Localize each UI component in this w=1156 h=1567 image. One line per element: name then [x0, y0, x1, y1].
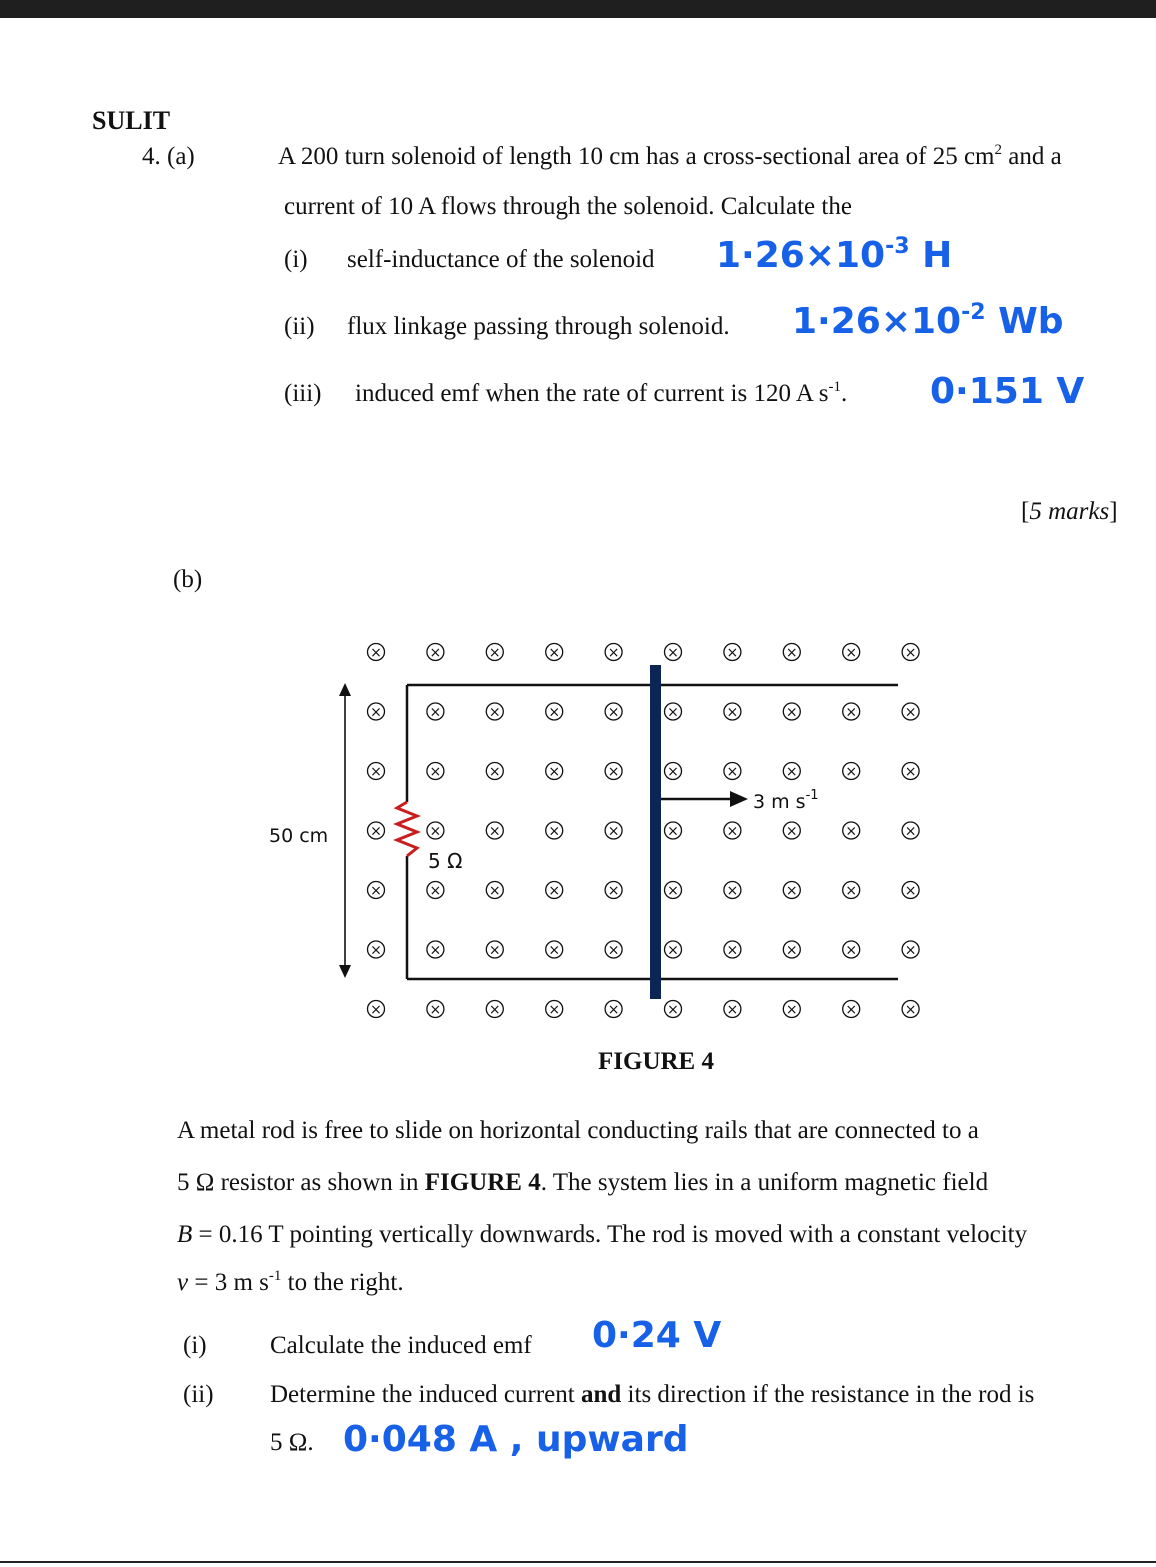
svg-text:×: × [607, 823, 620, 840]
field-into-page-symbol [902, 763, 919, 781]
svg-text:×: × [667, 823, 679, 840]
svg-text:×: × [429, 942, 442, 959]
svg-text:×: × [370, 645, 382, 661]
field-into-page-symbol [368, 1001, 385, 1019]
part-b-ii-handwritten-answer: 0·048 A , upward [343, 1419, 689, 1460]
part-a-ii-handwritten-answer: $1\cdot 26\times 10^{-2}$ Wb [792, 300, 1064, 342]
svg-text:×: × [607, 942, 620, 959]
field-into-page-symbol [427, 882, 444, 900]
field-into-page-symbol [665, 882, 682, 900]
question-4b-paragraph-line2: 5 Ω resistor as shown in FIGURE 4. The system lies in a uniform magnetic field [177, 1169, 989, 1196]
field-into-page-symbol [368, 882, 385, 900]
field-into-page-symbol [605, 1001, 622, 1019]
field-into-page-symbol [902, 941, 919, 959]
field-into-page-symbol [546, 703, 563, 721]
field-into-page-symbol [724, 882, 741, 900]
field-into-page-symbol [783, 941, 800, 959]
svg-text:×: × [845, 942, 858, 959]
svg-text:×: × [785, 704, 798, 721]
part-a-ii-number: (ii) [284, 313, 315, 340]
field-into-page-symbol [368, 822, 385, 840]
svg-text:×: × [548, 645, 561, 661]
svg-text:×: × [488, 823, 501, 840]
part-a-i-text: self-inductance of the solenoid [347, 246, 655, 273]
field-into-page-symbol [902, 1001, 919, 1019]
svg-text:×: × [548, 764, 561, 780]
question-4a-intro-line2: current of 10 A flows through the solenoid. Calculate the [284, 193, 852, 220]
field-into-page-symbol [546, 941, 563, 959]
resistor-label: 5 Ω [428, 849, 463, 873]
part-a-iii-text: induced emf when the rate of current is 120 A $s^{-1}$. [355, 379, 848, 407]
field-into-page-symbol [902, 644, 919, 662]
field-into-page-symbol [665, 1001, 682, 1019]
height-label: 50 cm [269, 825, 329, 847]
field-into-page-symbol [546, 644, 563, 662]
field-into-page-symbol [427, 703, 444, 721]
height-arrow-top [339, 683, 351, 696]
svg-text:×: × [726, 645, 739, 661]
svg-text:×: × [726, 704, 739, 721]
field-into-page-symbol [843, 941, 860, 959]
field-into-page-symbol [427, 822, 444, 840]
velocity-arrow-head [730, 791, 748, 807]
svg-text:×: × [726, 942, 739, 959]
svg-text:×: × [607, 764, 620, 780]
figure-4-diagram [250, 628, 970, 1028]
velocity-label: 3 m $s^{-1}$ [753, 788, 819, 813]
svg-text:×: × [785, 942, 798, 959]
field-into-page-symbol [783, 822, 800, 840]
field-into-page-symbol [605, 822, 622, 840]
svg-text:×: × [429, 764, 442, 780]
svg-text:×: × [548, 942, 561, 959]
svg-text:×: × [370, 942, 382, 959]
field-into-page-symbol [724, 822, 741, 840]
field-into-page-symbol [783, 763, 800, 781]
figure-caption: FIGURE 4 [598, 1048, 714, 1075]
field-into-page-symbol [486, 763, 503, 781]
bottom-line [0, 1561, 1156, 1563]
svg-text:×: × [548, 883, 561, 899]
svg-text:×: × [548, 1002, 561, 1018]
part-a-i-number: (i) [284, 246, 308, 273]
field-into-page-symbol [605, 882, 622, 900]
svg-text:×: × [429, 1002, 442, 1018]
field-into-page-symbol [724, 763, 741, 781]
field-into-page-symbol [486, 822, 503, 840]
svg-text:×: × [726, 823, 739, 840]
field-into-page-symbol [843, 644, 860, 662]
field-into-page-symbol [902, 882, 919, 900]
field-into-page-symbol [843, 1001, 860, 1019]
svg-text:×: × [785, 883, 798, 899]
svg-text:×: × [785, 1002, 798, 1018]
field-into-page-symbol [546, 763, 563, 781]
part-b-i-text: Calculate the induced emf [270, 1332, 532, 1359]
field-into-page-symbol [427, 644, 444, 662]
svg-text:×: × [370, 1002, 382, 1018]
svg-text:×: × [429, 704, 442, 721]
part-b-ii-text: Determine the induced current and its direction if the resistance in the rod is [270, 1381, 1035, 1408]
svg-text:×: × [548, 823, 561, 840]
part-b-i-handwritten-answer: 0·24 V [592, 1315, 722, 1356]
field-into-page-symbol [486, 703, 503, 721]
magnetic-field-grid [368, 644, 920, 1019]
field-into-page-symbol [902, 822, 919, 840]
field-into-page-symbol [724, 1001, 741, 1019]
resistor-symbol [397, 802, 417, 856]
field-into-page-symbol [368, 703, 385, 721]
svg-text:×: × [488, 704, 501, 721]
field-into-page-symbol [724, 941, 741, 959]
field-into-page-symbol [843, 882, 860, 900]
field-into-page-symbol [665, 941, 682, 959]
part-a-i-handwritten-answer: $1\cdot 26\times 10^{-3}$ H [716, 234, 953, 276]
field-into-page-symbol [368, 941, 385, 959]
field-into-page-symbol [427, 941, 444, 959]
field-into-page-symbol [486, 941, 503, 959]
svg-text:×: × [488, 883, 501, 899]
svg-text:×: × [607, 883, 620, 899]
svg-text:×: × [548, 704, 561, 721]
part-a-ii-text: flux linkage passing through solenoid. [347, 313, 730, 340]
svg-text:×: × [904, 942, 917, 959]
svg-text:×: × [845, 883, 858, 899]
svg-text:×: × [904, 823, 917, 840]
field-into-page-symbol [368, 763, 385, 781]
question-4a-intro-line1: A 200 turn solenoid of length 10 cm has a cross-sectional area of 25 $cm^2$ and a [278, 142, 1062, 170]
svg-text:×: × [488, 764, 501, 780]
part-b-ii-text-line2: 5 Ω. [270, 1429, 314, 1456]
svg-text:×: × [904, 764, 917, 780]
field-into-page-symbol [724, 644, 741, 662]
svg-text:×: × [785, 823, 798, 840]
field-into-page-symbol [605, 644, 622, 662]
svg-text:×: × [607, 1002, 620, 1018]
field-into-page-symbol [783, 1001, 800, 1019]
svg-text:×: × [370, 883, 382, 899]
field-into-page-symbol [843, 763, 860, 781]
field-into-page-symbol [783, 703, 800, 721]
svg-text:×: × [370, 823, 382, 840]
svg-text:×: × [904, 704, 917, 721]
svg-text:×: × [845, 764, 858, 780]
svg-text:×: × [845, 823, 858, 840]
field-into-page-symbol [546, 822, 563, 840]
svg-text:×: × [667, 883, 679, 899]
field-into-page-symbol [546, 882, 563, 900]
field-into-page-symbol [843, 703, 860, 721]
field-into-page-symbol [486, 882, 503, 900]
svg-text:×: × [607, 645, 620, 661]
field-into-page-symbol [665, 763, 682, 781]
field-into-page-symbol [546, 1001, 563, 1019]
field-into-page-symbol [665, 822, 682, 840]
svg-text:×: × [726, 764, 739, 780]
field-into-page-symbol [486, 1001, 503, 1019]
svg-text:×: × [607, 704, 620, 721]
metal-rod [650, 665, 661, 999]
svg-text:×: × [785, 645, 798, 661]
svg-text:×: × [904, 1002, 917, 1018]
field-into-page-symbol [665, 644, 682, 662]
part-a-iii-number: (iii) [284, 380, 322, 407]
field-into-page-symbol [902, 703, 919, 721]
marks-allocation: [5 marks] [1021, 498, 1118, 525]
top-bar [0, 0, 1156, 18]
field-into-page-symbol [427, 763, 444, 781]
field-into-page-symbol [368, 644, 385, 662]
field-into-page-symbol [605, 703, 622, 721]
height-arrow-bottom [339, 965, 351, 978]
field-into-page-symbol [665, 703, 682, 721]
svg-text:×: × [904, 883, 917, 899]
field-into-page-symbol [486, 644, 503, 662]
field-into-page-symbol [724, 703, 741, 721]
field-into-page-symbol [427, 1001, 444, 1019]
svg-text:×: × [667, 942, 679, 959]
svg-text:×: × [488, 645, 501, 661]
svg-text:×: × [845, 704, 858, 721]
svg-text:×: × [904, 645, 917, 661]
part-b-i-number: (i) [183, 1332, 207, 1359]
field-into-page-symbol [783, 882, 800, 900]
svg-text:×: × [726, 883, 739, 899]
question-4b-paragraph-line1: A metal rod is free to slide on horizontal conducting rails that are connected to a [177, 1117, 979, 1144]
svg-text:×: × [667, 1002, 679, 1018]
svg-text:×: × [488, 942, 501, 959]
svg-text:×: × [488, 1002, 501, 1018]
svg-text:×: × [667, 764, 679, 780]
svg-text:×: × [726, 1002, 739, 1018]
svg-text:×: × [429, 883, 442, 899]
field-into-page-symbol [843, 822, 860, 840]
svg-text:×: × [845, 1002, 858, 1018]
svg-text:×: × [785, 764, 798, 780]
svg-text:×: × [370, 764, 382, 780]
question-4b-paragraph-line4: v = 3 m $s^{-1}$ to the right. [177, 1268, 404, 1296]
question-4b-paragraph-line3: B = 0.16 T pointing vertically downwards. The rod is moved with a constant velocity [177, 1221, 1028, 1248]
field-into-page-symbol [783, 644, 800, 662]
svg-text:×: × [667, 704, 679, 721]
svg-text:×: × [429, 645, 442, 661]
field-into-page-symbol [605, 941, 622, 959]
svg-text:×: × [845, 645, 858, 661]
svg-text:×: × [370, 704, 382, 721]
svg-text:×: × [667, 645, 679, 661]
question-4a-label: 4. (a) [142, 143, 195, 170]
part-a-iii-handwritten-answer: 0·151 V [930, 371, 1085, 412]
part-b-ii-number: (ii) [183, 1381, 214, 1408]
question-4b-label: (b) [173, 566, 203, 593]
classification-header: SULIT [92, 106, 171, 135]
field-into-page-symbol [605, 763, 622, 781]
svg-text:×: × [429, 823, 442, 840]
